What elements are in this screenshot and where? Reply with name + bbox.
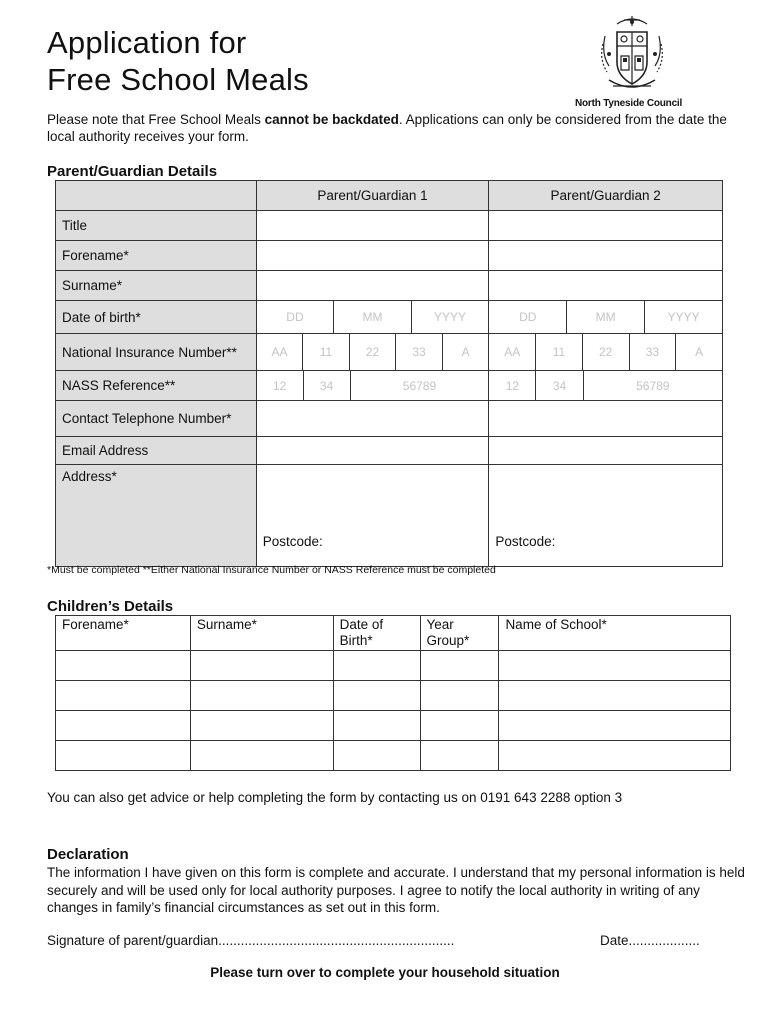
- parent-1-ni-field[interactable]: [256, 334, 489, 371]
- ni-box[interactable]: 22: [582, 334, 629, 370]
- ni-box[interactable]: 33: [629, 334, 676, 370]
- parent-2-address-field[interactable]: [489, 465, 723, 567]
- school-column-header: Name of School*: [499, 616, 731, 651]
- parent-1-email-field[interactable]: [256, 437, 489, 465]
- council-name: North Tyneside Council: [575, 98, 683, 109]
- parent-details-table: [55, 180, 723, 567]
- postcode-label: Postcode:: [495, 534, 556, 549]
- year-group-column-header: Year Group*: [420, 616, 499, 651]
- child-school-field[interactable]: [499, 681, 731, 711]
- parent-1-phone-field[interactable]: [256, 401, 489, 437]
- declaration-heading: Declaration: [47, 846, 129, 863]
- nass-box[interactable]: 12: [272, 378, 287, 393]
- note-emphasis: cannot be backdated: [264, 112, 399, 127]
- child-school-field[interactable]: [499, 651, 731, 681]
- declaration-text: The information I have given on this form is complete and accurate. I understand that my personal information is held securely and will be used only for local authority purposes. I agree to notify the local authority in writing of any changes in family’s financial circumstances as set out in this form.: [47, 865, 745, 915]
- child-year-group-field[interactable]: [420, 651, 499, 681]
- child-year-group-field[interactable]: [420, 711, 499, 741]
- ni-box[interactable]: AA: [504, 345, 521, 359]
- email-label: Email Address: [56, 437, 257, 465]
- backdating-note: [47, 111, 737, 145]
- child-year-group-field[interactable]: [420, 741, 499, 771]
- turn-over-instruction: Please turn over to complete your household situation: [210, 965, 560, 980]
- dob-month-box[interactable]: MM: [333, 301, 411, 333]
- note-text-start: Please note that Free School Meals: [47, 112, 265, 127]
- surname-label: Surname*: [56, 271, 257, 301]
- nass-label: NASS Reference**: [56, 371, 257, 401]
- ni-box[interactable]: 11: [535, 334, 582, 370]
- postcode-label: Postcode:: [262, 534, 323, 549]
- dob-label: Date of birth*: [56, 301, 257, 334]
- children-details-table: [55, 615, 731, 771]
- child-surname-field[interactable]: [190, 711, 333, 741]
- table-row: [56, 334, 723, 371]
- dob-column-header: Date of Birth*: [333, 616, 420, 651]
- help-contact-text: You can also get advice or help completing the form by contacting us on 0191 643 2288 option 3: [47, 790, 623, 805]
- table-row: [56, 465, 723, 567]
- ni-box[interactable]: 22: [349, 334, 396, 370]
- parent-1-nass-field[interactable]: [256, 371, 489, 401]
- parent-2-email-field[interactable]: [489, 437, 723, 465]
- parent-1-forename-field[interactable]: [256, 241, 489, 271]
- child-dob-field[interactable]: [333, 741, 420, 771]
- header-blank-cell: [56, 181, 257, 211]
- child-forename-field[interactable]: [56, 741, 191, 771]
- title-line-2: Free School Meals: [47, 62, 309, 97]
- parent-1-surname-field[interactable]: [256, 271, 489, 301]
- parent-1-title-field[interactable]: [256, 211, 489, 241]
- parent-2-header: Parent/Guardian 2: [489, 181, 723, 211]
- table-row: [56, 711, 731, 741]
- table-row: [56, 211, 723, 241]
- parent-2-forename-field[interactable]: [489, 241, 723, 271]
- child-surname-field[interactable]: [190, 651, 333, 681]
- council-crest-logo: [597, 14, 667, 100]
- child-dob-field[interactable]: [333, 681, 420, 711]
- child-surname-field[interactable]: [190, 681, 333, 711]
- date-line[interactable]: Date...................: [600, 933, 700, 948]
- table-row: [56, 241, 723, 271]
- child-school-field[interactable]: [499, 711, 731, 741]
- table-header-row: [56, 616, 731, 651]
- parent-2-ni-field[interactable]: [489, 334, 723, 371]
- child-surname-field[interactable]: [190, 741, 333, 771]
- children-section-heading: Children’s Details: [47, 598, 174, 615]
- child-forename-field[interactable]: [56, 681, 191, 711]
- child-dob-field[interactable]: [333, 651, 420, 681]
- signature-line[interactable]: Signature of parent/guardian...............................................................: [47, 933, 455, 948]
- child-forename-field[interactable]: [56, 711, 191, 741]
- table-row: [56, 681, 731, 711]
- nass-box[interactable]: 12: [505, 378, 520, 393]
- surname-column-header: Surname*: [190, 616, 333, 651]
- title-line-1: Application for: [47, 25, 247, 60]
- child-year-group-field[interactable]: [420, 681, 499, 711]
- table-row: [56, 401, 723, 437]
- parent-2-surname-field[interactable]: [489, 271, 723, 301]
- required-fields-footnote: *Must be completed **Either National Insurance Number or NASS Reference must be completed: [47, 564, 496, 576]
- forename-label: Forename*: [56, 241, 257, 271]
- dob-year-box[interactable]: YYYY: [411, 301, 489, 333]
- parent-2-nass-field[interactable]: [489, 371, 723, 401]
- ni-box[interactable]: AA: [271, 345, 288, 359]
- child-dob-field[interactable]: [333, 711, 420, 741]
- table-row: [56, 437, 723, 465]
- dob-day-box[interactable]: DD: [519, 310, 537, 324]
- table-row: [56, 371, 723, 401]
- parent-2-phone-field[interactable]: [489, 401, 723, 437]
- table-header-row: [56, 181, 723, 211]
- title-label: Title: [56, 211, 257, 241]
- ni-box[interactable]: A: [442, 334, 489, 370]
- dob-day-box[interactable]: DD: [286, 310, 304, 324]
- nass-box[interactable]: 34: [535, 371, 582, 400]
- dob-year-box[interactable]: YYYY: [644, 301, 722, 333]
- parent-section-heading: Parent/Guardian Details: [47, 163, 218, 180]
- ni-box[interactable]: 11: [302, 334, 349, 370]
- ni-box[interactable]: A: [675, 334, 722, 370]
- page-title: [47, 24, 309, 98]
- child-school-field[interactable]: [499, 741, 731, 771]
- parent-1-address-field[interactable]: [256, 465, 489, 567]
- table-row: [56, 651, 731, 681]
- table-row: [56, 741, 731, 771]
- parent-2-title-field[interactable]: [489, 211, 723, 241]
- parent-2-dob-field[interactable]: [489, 301, 723, 334]
- nass-box[interactable]: 34: [303, 371, 350, 400]
- parent-1-header: Parent/Guardian 1: [256, 181, 489, 211]
- phone-label: Contact Telephone Number*: [56, 401, 257, 437]
- nass-box[interactable]: 56789: [583, 371, 722, 400]
- child-forename-field[interactable]: [56, 651, 191, 681]
- parent-1-dob-field[interactable]: [256, 301, 489, 334]
- note-text-end: . Applications can only be considered from the date the local authority receives your form.: [47, 112, 727, 144]
- address-label: Address*: [56, 465, 257, 567]
- nass-box[interactable]: 56789: [350, 371, 489, 400]
- table-row: [56, 271, 723, 301]
- forename-column-header: Forename*: [56, 616, 191, 651]
- dob-month-box[interactable]: MM: [566, 301, 644, 333]
- table-row: [56, 301, 723, 334]
- ni-box[interactable]: 33: [395, 334, 442, 370]
- ni-label: National Insurance Number**: [56, 334, 257, 371]
